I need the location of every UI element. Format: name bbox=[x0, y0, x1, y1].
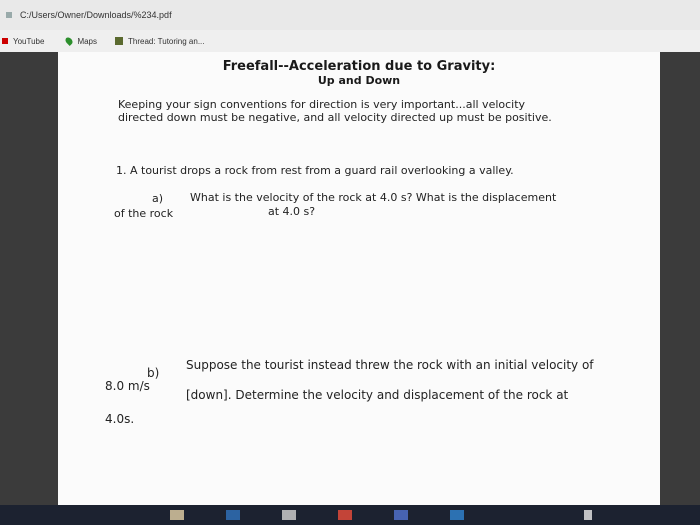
bookmark-label: Thread: Tutoring an... bbox=[128, 36, 205, 46]
taskbar-app-icon[interactable] bbox=[282, 510, 296, 520]
question-a-label: a) bbox=[152, 192, 164, 205]
taskbar-app-icon[interactable] bbox=[170, 510, 184, 520]
page-icon bbox=[6, 12, 12, 18]
bookmark-label: YouTube bbox=[13, 36, 45, 46]
bookmarks-bar bbox=[0, 30, 700, 53]
address-bar[interactable] bbox=[0, 0, 700, 30]
bookmark-maps[interactable] bbox=[66, 37, 97, 46]
intro-line-1: Keeping your sign conventions for direction is very important...all velocity bbox=[118, 98, 526, 111]
maps-pin-icon bbox=[64, 36, 74, 46]
bookmark-youtube[interactable] bbox=[0, 37, 44, 46]
url-text[interactable]: C:/Users/Owner/Downloads/%234.pdf bbox=[20, 10, 172, 20]
pdf-page bbox=[58, 52, 660, 514]
question-b-line-1: Suppose the tourist instead threw the rock with an initial velocity of bbox=[186, 358, 594, 372]
page-subtitle: Up and Down bbox=[317, 74, 401, 87]
question-b-label: b) bbox=[147, 366, 160, 380]
taskbar-app-icon[interactable] bbox=[226, 510, 240, 520]
thread-icon bbox=[115, 37, 123, 45]
taskbar-app-icon[interactable] bbox=[338, 510, 352, 520]
question-a-line-2-left: of the rock bbox=[114, 207, 174, 220]
chevron-up-icon[interactable] bbox=[584, 510, 592, 520]
question-a-line-2-right: at 4.0 s? bbox=[268, 205, 316, 218]
question-1: 1. A tourist drops a rock from rest from a guard rail overlooking a valley. bbox=[116, 164, 514, 177]
taskbar bbox=[0, 505, 700, 525]
question-b-time: 4.0s. bbox=[105, 412, 135, 426]
pdf-viewer[interactable] bbox=[0, 52, 700, 510]
bookmark-label: Maps bbox=[77, 36, 97, 46]
page-title: Freefall--Acceleration due to Gravity: bbox=[222, 59, 496, 74]
youtube-icon bbox=[2, 38, 8, 44]
question-a-line-1: What is the velocity of the rock at 4.0 s? What is the displacement bbox=[190, 191, 557, 204]
taskbar-app-icon[interactable] bbox=[450, 510, 464, 520]
question-b-value: 8.0 m/s bbox=[105, 379, 150, 393]
taskbar-app-icon[interactable] bbox=[394, 510, 408, 520]
question-b-line-2: [down]. Determine the velocity and displacement of the rock at bbox=[186, 388, 569, 402]
intro-line-2: directed down must be negative, and all velocity directed up must be positive. bbox=[118, 111, 552, 124]
bookmark-thread[interactable] bbox=[115, 37, 205, 46]
